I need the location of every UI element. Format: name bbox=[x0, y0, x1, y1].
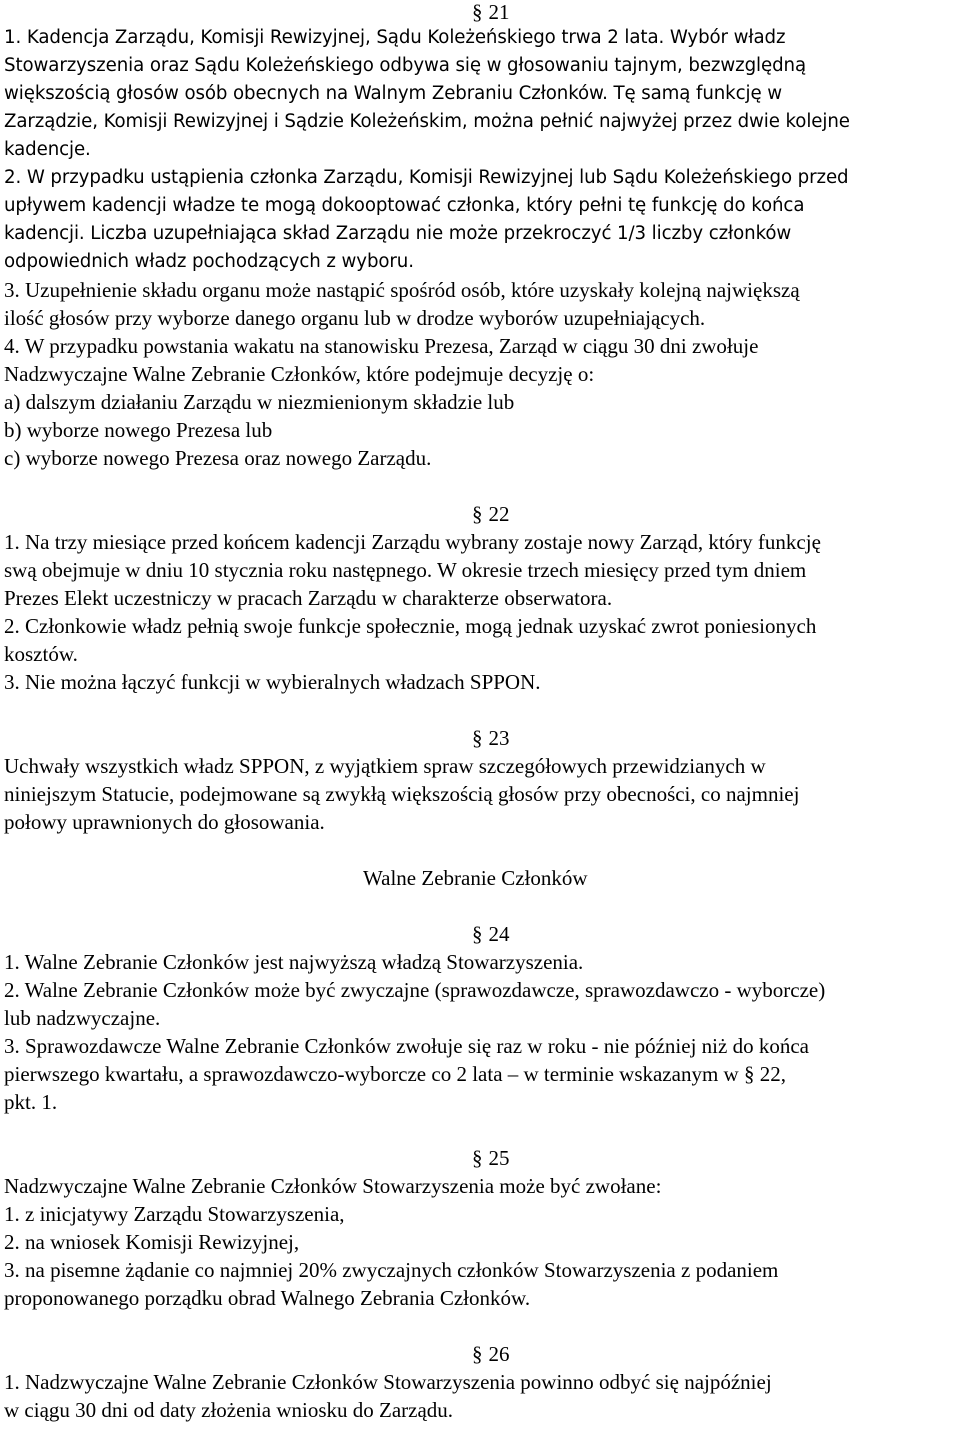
paragraph-line: lub nadzwyczajne. bbox=[4, 1006, 161, 1030]
paragraph-line: 1. Walne Zebranie Członków jest najwyższą władzą Stowarzyszenia. bbox=[4, 950, 584, 974]
paragraph-line: upływem kadencji władze te mogą dokooptować członka, który pełni tę funkcję do końca bbox=[4, 195, 805, 216]
chapter-heading: Walne Zebranie Członków bbox=[363, 866, 588, 890]
section-symbol: § bbox=[472, 0, 483, 24]
paragraph-line: b) wyborze nowego Prezesa lub bbox=[4, 418, 273, 442]
paragraph-line: pkt. 1. bbox=[4, 1090, 58, 1114]
paragraph-line: proponowanego porządku obrad Walnego Zebrania Członków. bbox=[4, 1286, 531, 1310]
section-number: 26 bbox=[488, 1342, 510, 1366]
section-number: 24 bbox=[488, 922, 510, 946]
paragraph-line: Uchwały wszystkich władz SPPON, z wyjątkiem spraw szczegółowych przewidzianych w bbox=[4, 754, 766, 778]
section-heading-26 bbox=[472, 1342, 510, 1366]
paragraph-line: 2. Członkowie władz pełnią swoje funkcje społecznie, mogą jednak uzyskać zwrot poniesionych bbox=[4, 614, 817, 638]
section-symbol: § bbox=[472, 922, 483, 946]
paragraph-line: Nadzwyczajne Walne Zebranie Członków Stowarzyszenia może być zwołane: bbox=[4, 1174, 662, 1198]
paragraph-line: 3. Uzupełnienie składu organu może nastąpić spośród osób, które uzyskały kolejną największą bbox=[4, 278, 800, 302]
paragraph-line: c) wyborze nowego Prezesa oraz nowego Zarządu. bbox=[4, 446, 432, 470]
paragraph-line: kadencji. Liczba uzupełniająca skład Zarządu nie może przekroczyć 1/3 liczby członków bbox=[4, 223, 792, 244]
section-heading-25 bbox=[472, 1146, 510, 1170]
paragraph-line: 2. Walne Zebranie Członków może być zwyczajne (sprawozdawcze, sprawozdawczo - wyborcze) bbox=[4, 978, 826, 1002]
paragraph-line: Nadzwyczajne Walne Zebranie Członków, które podejmuje decyzję o: bbox=[4, 362, 595, 386]
section-heading-24 bbox=[472, 922, 510, 946]
section-heading-22 bbox=[472, 502, 510, 526]
section-number: 22 bbox=[488, 502, 510, 526]
paragraph-line: pierwszego kwartału, a sprawozdawczo-wyborcze co 2 lata – w terminie wskazanym w § 22, bbox=[4, 1062, 786, 1086]
paragraph-line: 3. na pisemne żądanie co najmniej 20% zwyczajnych członków Stowarzyszenia z podaniem bbox=[4, 1258, 779, 1282]
paragraph-line: większością głosów osób obecnych na Walnym Zebraniu Członków. Tę samą funkcję w bbox=[4, 83, 783, 104]
section-symbol: § bbox=[472, 726, 483, 750]
paragraph-line: 1. Na trzy miesiące przed końcem kadencji Zarządu wybrany zostaje nowy Zarząd, który funkcję bbox=[4, 530, 821, 554]
paragraph-line: 1. Kadencja Zarządu, Komisji Rewizyjnej, Sądu Koleżeńskiego trwa 2 lata. Wybór władz bbox=[4, 27, 786, 48]
paragraph-line: 1. Nadzwyczajne Walne Zebranie Członków Stowarzyszenia powinno odbyć się najpóźniej bbox=[4, 1370, 772, 1394]
paragraph-line: 1. z inicjatywy Zarządu Stowarzyszenia, bbox=[4, 1202, 345, 1226]
paragraph-line: kadencje. bbox=[4, 139, 91, 160]
paragraph-line: 4. W przypadku powstania wakatu na stanowisku Prezesa, Zarząd w ciągu 30 dni zwołuje bbox=[4, 334, 759, 358]
paragraph-line: połowy uprawnionych do głosowania. bbox=[4, 810, 325, 834]
paragraph-line: 2. na wniosek Komisji Rewizyjnej, bbox=[4, 1230, 300, 1254]
paragraph-line: 3. Sprawozdawcze Walne Zebranie Członków zwołuje się raz w roku - nie później niż do końca bbox=[4, 1034, 809, 1058]
paragraph-line: odpowiednich władz pochodzących z wyboru. bbox=[4, 251, 414, 272]
section-number: 23 bbox=[488, 726, 510, 750]
section-heading-23 bbox=[472, 726, 510, 750]
section-number: 25 bbox=[488, 1146, 510, 1170]
paragraph-line: Zarządzie, Komisji Rewizyjnej i Sądzie Koleżeńskim, można pełnić najwyżej przez dwie kolejne bbox=[4, 111, 850, 132]
paragraph-line: kosztów. bbox=[4, 642, 78, 666]
paragraph-line: Prezes Elekt uczestniczy w pracach Zarządu w charakterze obserwatora. bbox=[4, 586, 613, 610]
paragraph-line: a) dalszym działaniu Zarządu w niezmienionym składzie lub bbox=[4, 390, 515, 414]
paragraph-line: Stowarzyszenia oraz Sądu Koleżeńskiego odbywa się w głosowaniu tajnym, bezwzględną bbox=[4, 55, 807, 76]
section-symbol: § bbox=[472, 1146, 483, 1170]
paragraph-line: w ciągu 30 dni od daty złożenia wniosku do Zarządu. bbox=[4, 1398, 454, 1422]
paragraph-line: swą obejmuje w dniu 10 stycznia roku następnego. W okresie trzech miesięcy przed tym dniem bbox=[4, 558, 807, 582]
paragraph-line: 3. Nie można łączyć funkcji w wybieralnych władzach SPPON. bbox=[4, 670, 541, 694]
section-heading-21 bbox=[472, 0, 510, 24]
paragraph-line: 2. W przypadku ustąpienia członka Zarządu, Komisji Rewizyjnej lub Sądu Koleżeńskiego przed bbox=[4, 167, 849, 188]
section-symbol: § bbox=[472, 502, 483, 526]
paragraph-line: niniejszym Statucie, podejmowane są zwykłą większością głosów przy obecności, co najmniej bbox=[4, 782, 800, 806]
section-number: 21 bbox=[488, 0, 510, 24]
section-symbol: § bbox=[472, 1342, 483, 1366]
paragraph-line: ilość głosów przy wyborze danego organu lub w drodze wyborów uzupełniających. bbox=[4, 306, 706, 330]
